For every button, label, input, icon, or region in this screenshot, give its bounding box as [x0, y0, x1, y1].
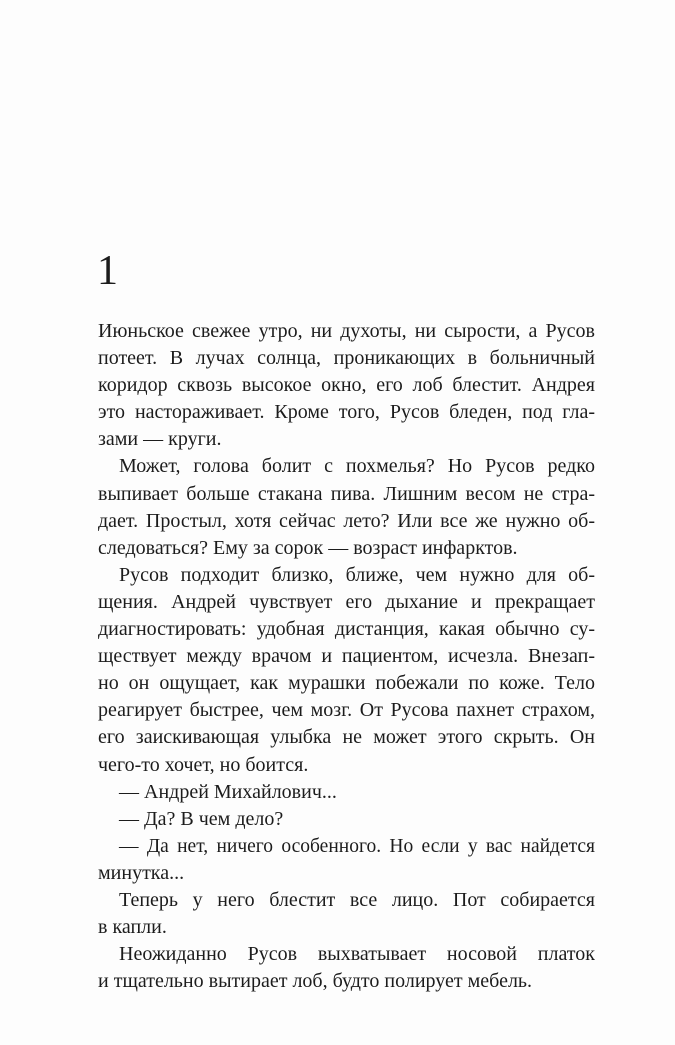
text-line: — Да нет, ничего особенного. Но если у вас найдется: [119, 835, 595, 857]
text-line: его заискивающая улыбка не может этого скрыть. Он: [98, 726, 595, 749]
text-line: реагирует быстрее, чем мозг. От Русова пахнет страхом,: [98, 699, 595, 722]
text-line: следоваться? Ему за сорок — возраст инфарктов.: [98, 536, 518, 559]
text-line: коридор сквозь высокое окно, его лоб блестит. Андрея: [98, 374, 595, 397]
text-line: зами — круги.: [98, 428, 222, 451]
paragraph: [98, 833, 595, 887]
text-line: Может, голова болит с похмелья? Но Русов редко: [119, 455, 595, 478]
paragraph: [98, 318, 595, 453]
text-line: в капли.: [98, 916, 167, 939]
text-line: Русов подходит близко, ближе, чем нужно для об-: [119, 563, 595, 586]
text-line: — Да? В чем дело?: [119, 807, 284, 830]
text-line: диагностировать: удобная дистанция, какая обычно су-: [98, 618, 595, 641]
text-line: Неожиданно Русов выхватывает носовой платок: [119, 943, 595, 966]
text-line: это настораживает. Кроме того, Русов бледен, под гла-: [98, 401, 595, 424]
paragraph: [98, 779, 595, 806]
text-line: но он ощущает, как мурашки побежали по коже. Тело: [98, 672, 595, 695]
paragraph: [98, 453, 595, 561]
paragraph: [98, 806, 595, 833]
text-line: минутка...: [98, 861, 185, 884]
chapter-text: [98, 318, 595, 995]
text-line: ществует между врачом и пациентом, исчезла. Внезап-: [98, 645, 595, 668]
paragraph: [98, 941, 595, 995]
paragraph: [98, 887, 595, 941]
text-line: Июньское свежее утро, ни духоты, ни сырости, а Русов: [98, 320, 595, 342]
text-line: чего-то хочет, но боится.: [98, 753, 309, 776]
paragraph: [98, 562, 595, 779]
text-line: потеет. В лучах солнца, проникающих в больничный: [98, 347, 595, 370]
chapter-number: 1: [97, 248, 118, 294]
text-line: щения. Андрей чувствует его дыхание и прекращает: [98, 590, 595, 613]
text-line: выпивает больше стакана пива. Лишним весом не стра-: [98, 482, 595, 505]
text-line: — Андрей Михайлович...: [119, 780, 337, 803]
text-line: и тщательно вытирает лоб, будто полирует мебель.: [98, 970, 533, 993]
text-line: дает. Простыл, хотя сейчас лето? Или все же нужно об-: [98, 509, 595, 532]
text-line: Теперь у него блестит все лицо. Пот собирается: [119, 888, 595, 911]
